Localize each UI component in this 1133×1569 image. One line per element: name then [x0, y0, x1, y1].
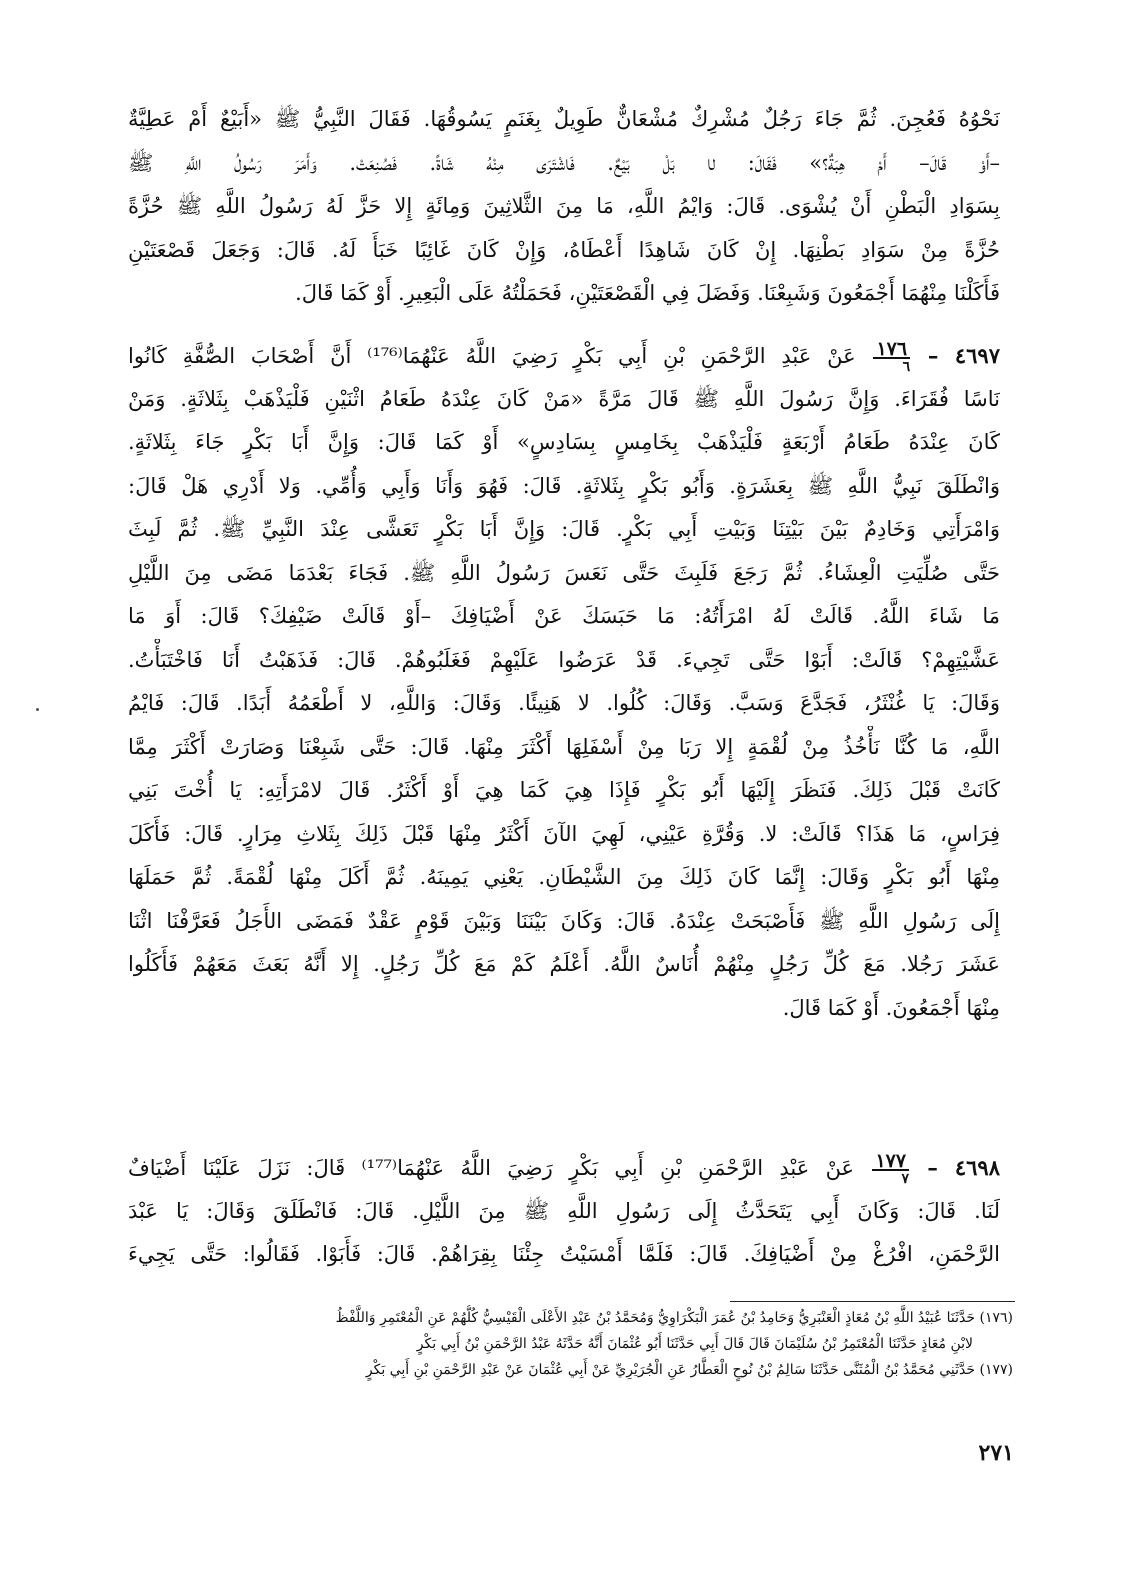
- text-line: مِنْهَا أَبُو بَكْرٍ وَقَالَ: إِنَّمَا كَانَ ذَلِكَ مِنَ الشَّيْطَانِ. يَعْنِي يَمِينَهُ. ثُمَّ أَكَلَ مِنْهَا لُقْمَةً. ثُمَّ حَمَلَهَا: [128, 865, 1000, 889]
- footnote-177: (١٧٧) حَدَّثَنِي مُحَمَّدُ بْنُ الْمُثَنَّى حَدَّثَنَا سَالِمُ بْنُ نُوحٍ الْعَطَّارُ عَنِ الْجُرَيْرِيِّ عَنْ أَبِي عُثْمَانَ عَنْ عَبْدِ الرَّحْمَنِ بْنِ أَبِي بَكْرٍ: [365, 1362, 1013, 1378]
- text-line: وَامْرَأَتِي وَخَادِمٌ بَيْنَ بَيْتِنَا وَبَيْتِ أَبِي بَكْرٍ. قَالَ: وَإِنَّ أَبَا بَكْرٍ تَعَشَّى عِنْدَ النَّبِيِّ ﷺ. ثُمَّ لَبِثَ: [128, 517, 1000, 541]
- hadith-4697: [128, 334, 1000, 1030]
- text-line: فِرَاسٍ، مَا هَذَا؟ قَالَتْ: لا. وَقُرَّةِ عَيْنِي، لَهِيَ الآنَ أَكْثَرُ مِنْهَا قَبْلَ ذَلِكَ بِثَلاثِ مِرَارٍ. قَالَ: فَأَكَلَ: [128, 821, 1000, 846]
- text-line: الرَّحْمَنِ، افْرُغْ مِنْ أَضْيَافِكَ. قَالَ: فَلَمَّا أَمْسَيْتُ جِئْنَا بِقِرَاهُمْ. قَالَ: فَأَبَوْا. فَقَالُوا: حَتَّى يَجِيءَ: [128, 1242, 1000, 1266]
- footnotes: [128, 1305, 1013, 1383]
- text-line: كَانَ عِنْدَهُ طَعَامُ أَرْبَعَةٍ فَلْيَذْهَبْ بِخَامِسٍ بِسَادِسٍ» أَوْ كَمَا قَالَ: وَإِنَّ أَبَا بَكْرٍ جَاءَ بِثَلاثَةٍ.: [128, 430, 1000, 454]
- text-line: عَشَّيْتِهِمْ؟ قَالَتْ: أَبَوْا حَتَّى تَجِيءَ. قَدْ عَرَضُوا عَلَيْهِمْ فَغَلَبُوهُمْ. قَالَ: فَذَهَبْتُ أَنَا فَاخْتَبَأْتُ.: [128, 647, 1000, 672]
- text-line: حَتَّى صُلِّيَتِ الْعِشَاءُ. ثُمَّ رَجَعَ فَلَبِثَ حَتَّى نَعَسَ رَسُولُ اللَّهِ ﷺ. فَجَاءَ بَعْدَمَا مَضَى مِنَ اللَّيْلِ: [128, 560, 1000, 585]
- reference-number-top: ١٧٦: [873, 341, 910, 359]
- reference-number: [872, 1149, 910, 1187]
- text-line: وَانْطَلَقَ نَبِيُّ اللَّهِ ﷺ بِعَشَرَةٍ. وَأَبُو بَكْرٍ بِثَلاثَةٍ. قَالَ: فَهُوَ وَأَنَا وَأَبِي وَأُمِّي. وَلا أَدْرِي هَلْ قَالَ:: [128, 473, 1000, 498]
- opening-paragraph: [128, 98, 1000, 316]
- hadith-first-line: عَنْ عَبْدِ الرَّحْمَنِ بْنِ أَبِي بَكْرٍ رَضِيَ اللَّهُ عَنْهُمَا⁽¹⁷⁷⁾ قَالَ: نَزَلَ عَلَيْنَا أَضْيَافٌ: [128, 1156, 855, 1180]
- text-line: مِنْهَا أَجْمَعُونَ. أَوْ كَمَا قَالَ.: [782, 995, 1000, 1020]
- footnote-176-continued: لابْنِ مُعَاذٍ حَدَّثَنَا الْمُعْتَمِرُ بْنُ سُلَيْمَانَ قَالَ قَالَ أَبِي حَدَّثَنَا أَبُو عُثْمَانَ أَنَّهُ حَدَّثَهُ عَبْدُ الرَّحْمَنِ بْنُ أَبِي بَكْرٍ: [416, 1336, 973, 1352]
- text-line: عَشَرَ رَجُلا. مَعَ كُلِّ رَجُلٍ مِنْهُمْ أُنَاسٌ اللَّهُ. أَعْلَمُ كَمْ مَعَ كُلِّ رَجُلٍ. إِلا أَنَّهُ بَعَثَ مَعَهُمْ فَأَكَلُوا: [128, 952, 1000, 976]
- text-line: نَحْوُهُ فَعُجِنَ. ثُمَّ جَاءَ رَجُلٌ مُشْرِكٌ مُشْعَانٌّ طَوِيلٌ بِغَنَمٍ يَسُوقُهَا. فَقَالَ النَّبِيُّ ﷺ «أَبَيْعٌ أَمْ عَطِيَّةٌ: [128, 107, 1000, 131]
- hadith-heading-line: [128, 334, 1000, 378]
- hadith-4698: [128, 1146, 1000, 1277]
- hadith-first-line: عَنْ عَبْدِ الرَّحْمَنِ بْنِ أَبِي بَكْرٍ رَضِيَ اللَّهُ عَنْهُمَا⁽¹⁷⁶⁾ أَنَّ أَصْحَابَ الصُّفَّةِ كَانُوا: [128, 344, 856, 368]
- text-line: لَنَا. قَالَ: وَكَانَ أَبِي يَتَحَدَّثُ إِلَى رَسُولِ اللَّهِ ﷺ مِنَ اللَّيْلِ. قَالَ: فَانْطَلَقَ وَقَالَ: يَا عَبْدَ: [128, 1198, 1000, 1223]
- reference-number: [873, 337, 911, 375]
- hadith-number: ٤٦٩٧ –: [927, 343, 1000, 368]
- page-number: ٢٧١: [978, 1440, 1014, 1466]
- text-line: كَانَتْ قَبْلَ ذَلِكَ. فَنَظَرَ إِلَيْهَا أَبُو بَكْرٍ فَإِذَا هِيَ كَمَا هِيَ أَوْ أَكْثَرُ. قَالَ لامْرَأَتِهِ: يَا أُخْتَ بَنِي: [128, 778, 1000, 802]
- hadith-number: ٤٦٩٨ –: [927, 1155, 1000, 1180]
- text-line: اللَّهِ، مَا كُنَّا نَأْخُذُ مِنْ لُقْمَةٍ إِلا رَبَا مِنْ أَسْفَلِهَا أَكْثَرَ مِنْهَا. قَالَ: حَتَّى شَبِعْنَا وَصَارَتْ أَكْثَرَ مِمَّا: [128, 734, 1000, 759]
- reference-number-bottom: ٦: [902, 358, 911, 375]
- reference-number-top: ١٧٧: [872, 1153, 909, 1171]
- text-line: –أَوْ قَالَ– أَمْ هِبَةٌ؟» فَقَالَ: لا بَلْ بَيْعٌ. فَاشْتَرَى مِنْهُ شَاةً. فَصُنِعَتْ. وَأَمَرَ رَسُولُ اللَّهِ ﷺ: [128, 150, 1000, 175]
- margin-speck: [36, 708, 39, 711]
- text-line: فَأَكَلْنَا مِنْهُمَا أَجْمَعُونَ وَشَبِعْنَا. وَفَضَلَ فِي الْقَصْعَتَيْنِ، فَحَمَلْتُهُ عَلَى الْبَعِيرِ. أَوْ كَمَا قَالَ.: [295, 281, 1000, 305]
- text-line: إِلَى رَسُولِ اللَّهِ ﷺ فَأَصْبَحَتْ عِنْدَهُ. قَالَ: وَكَانَ بَيْنَنَا وَبَيْنَ قَوْمٍ عَقْدٌ فَمَضَى الأَجَلُ فَعَرَّفْنَا اثْنَا: [128, 908, 1000, 933]
- reference-number-bottom: ٧: [901, 1170, 910, 1187]
- text-line: حُزَّةً مِنْ سَوَادِ بَطْنِهَا. إِنْ كَانَ شَاهِدًا أَعْطَاهُ، وَإِنْ كَانَ غَائِبًا خَبَأَ لَهُ. قَالَ: وَجَعَلَ قَصْعَتَيْنِ: [128, 237, 1000, 262]
- text-line: وَقَالَ: يَا غُنْثَرُ، فَجَدَّعَ وَسَبَّ. وَقَالَ: كُلُوا. لا هَنِيئًا. وَقَالَ: وَاللَّهِ، لا أَطْعَمُهُ أَبَدًا. قَالَ: فَايْمُ: [128, 691, 1000, 715]
- footnote-176: (١٧٦) حَدَّثَنَا عُبَيْدُ اللَّهِ بْنُ مُعَاذٍ الْعَنْبَرِيُّ وَحَامِدُ بْنُ عُمَرَ الْبَكْرَاوِيُّ وَمُحَمَّدُ بْنُ عَبْدِ الأَعْلَى الْقَيْسِيُّ كُلُّهُمْ عَنِ الْمُعْتَمِرِ وَاللَّفْظُ: [335, 1310, 1013, 1326]
- hadith-heading-line: [128, 1146, 1000, 1190]
- footnote-divider: [730, 1301, 1015, 1302]
- text-line: بِسَوَادِ الْبَطْنِ أَنْ يُشْوَى. قَالَ: وَايْمُ اللَّهِ، مَا مِنَ الثَّلاثِينَ وَمِائَةٍ إِلا حَزَّ لَهُ رَسُولُ اللَّهِ ﷺ حُزَّةً: [128, 194, 1000, 218]
- text-line: نَاسًا فُقَرَاءَ. وَإِنَّ رَسُولَ اللَّهِ ﷺ قَالَ مَرَّةً «مَنْ كَانَ عِنْدَهُ طَعَامُ اثْنَيْنِ فَلْيَذْهَبْ بِثَلاثَةٍ. وَمَنْ: [128, 386, 1000, 411]
- text-line: مَا شَاءَ اللَّهُ. قَالَتْ لَهُ امْرَأَتُهُ: مَا حَبَسَكَ عَنْ أَضْيَافِكَ –أَوْ قَالَتْ ضَيْفِكَ؟ قَالَ: أَوَ مَا: [128, 604, 1000, 628]
